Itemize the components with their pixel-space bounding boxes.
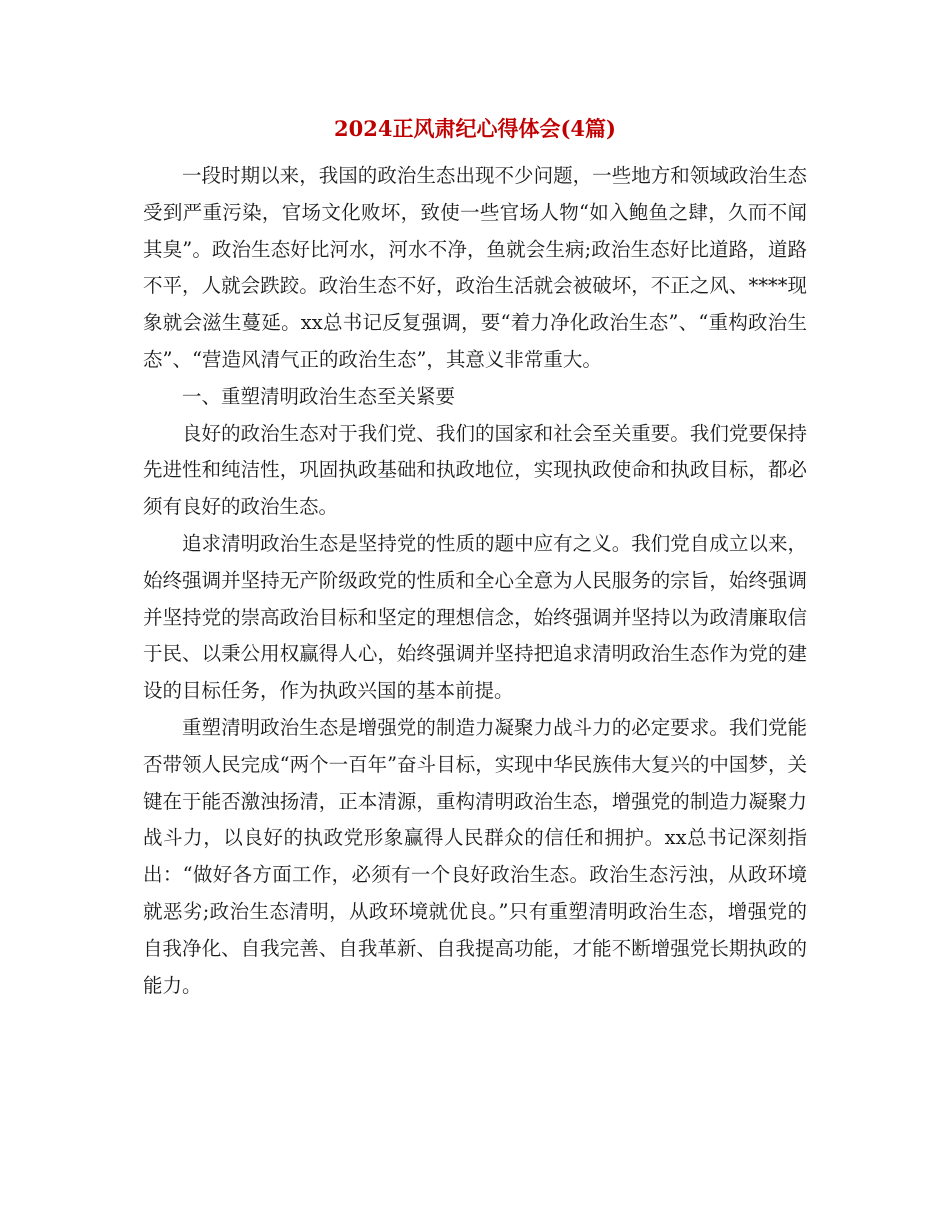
section-heading-1: 一、重塑清明政治生态至关紧要 (182, 384, 456, 408)
paragraph-importance: 良好的政治生态对于我们党、我们的国家和社会至关重要。我们党要保持先进性和纯洁性，巩固执政基础和执政地位，实现执政使命和执政目标，都必须有良好的政治生态。 (143, 421, 807, 519)
paragraph-intro: 一段时期以来，我国的政治生态出现不少问题，一些地方和领域政治生态受到严重污染，官场文化败坏，致使一些官场人物“如入鲍鱼之肆，久而不闻其臭”。政治生态好比河水，河水不净，鱼就会生病;政治生态好比道路，道路不平，人就会跌跤。政治生态不好，政治生活就会被破坏，不正之风、****现象就会滋生蔓延。xx总书记反复强调，要“着力净化政治生态”、“重构政治生态”、“营造风清气正的政治生态”，其意义非常重大。 (143, 164, 807, 371)
document-title: 2024正风肃纪心得体会(4篇) (334, 116, 616, 141)
paragraph-party-nature: 追求清明政治生态是坚持党的性质的题中应有之义。我们党自成立以来，始终强调并坚持无产阶级政党的性质和全心全意为人民服务的宗旨，始终强调并坚持党的崇高政治目标和坚定的理想信念，始终强调并坚持以为政清廉取信于民、以秉公用权赢得人心，始终强调并坚持把追求清明政治生态作为党的建设的目标任务，作为执政兴国的基本前提。 (143, 531, 807, 703)
document-body (143, 158, 807, 1004)
paragraph-party-strength: 重塑清明政治生态是增强党的制造力凝聚力战斗力的必定要求。我们党能否带领人民完成“两个一百年”奋斗目标，实现中华民族伟大复兴的中国梦，关键在于能否激浊扬清，正本清源，重构清明政治生态，增强党的制造力凝聚力战斗力，以良好的执政党形象赢得人民群众的信任和拥护。xx总书记深刻指出：“做好各方面工作，必须有一个良好政治生态。政治生态污浊，从政环境就恶劣;政治生态清明，从政环境就优良。”只有重塑清明政治生态，增强党的自我净化、自我完善、自我革新、自我提高功能，才能不断增强党长期执政的能力。 (143, 715, 807, 997)
